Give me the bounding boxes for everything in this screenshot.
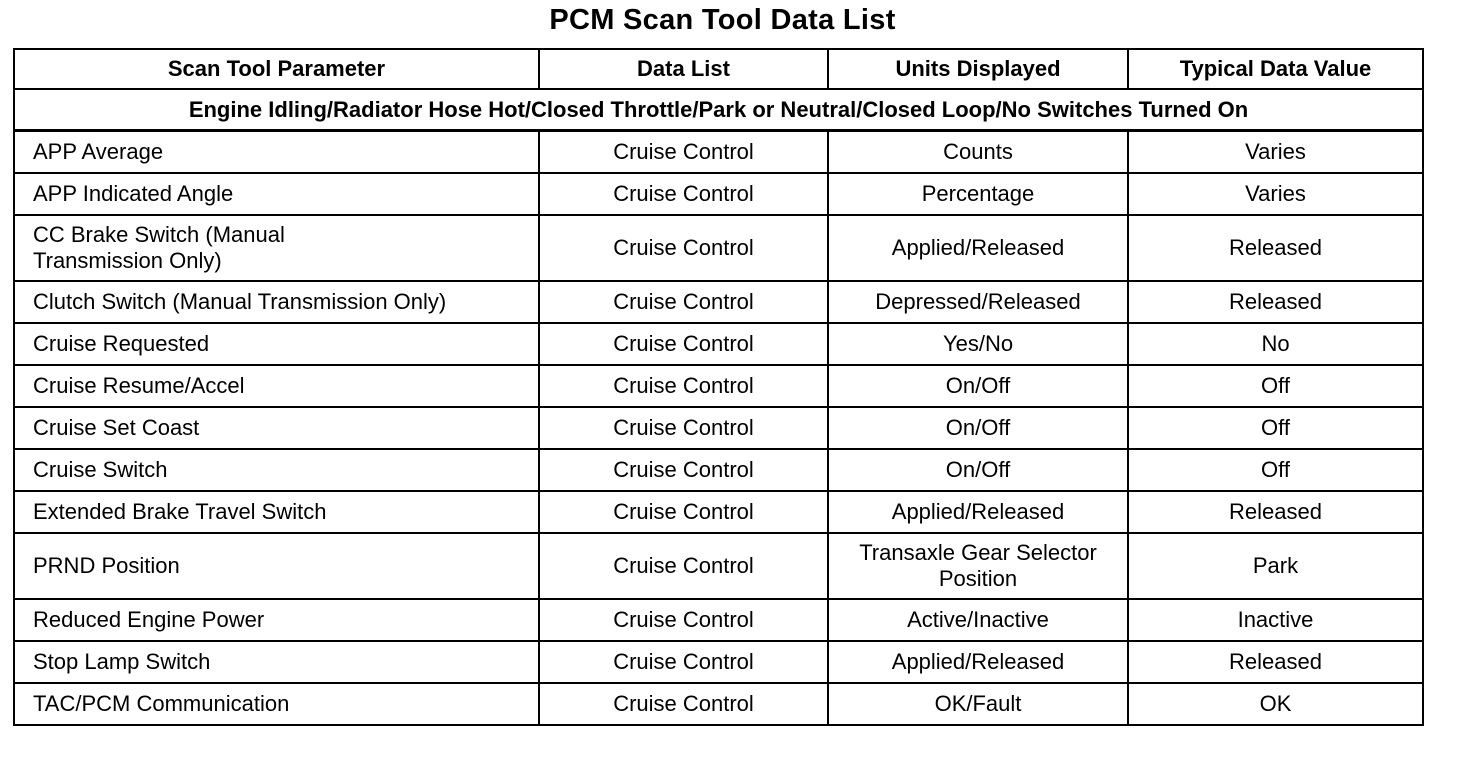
- cell-typical-value: Park: [1128, 533, 1423, 599]
- cell-data-list: Cruise Control: [539, 683, 828, 725]
- cell-data-list: Cruise Control: [539, 407, 828, 449]
- cell-typical-value: No: [1128, 323, 1423, 365]
- cell-parameter: Cruise Set Coast: [14, 407, 539, 449]
- cell-units: Transaxle Gear Selector Position: [828, 533, 1128, 599]
- cell-typical-value: Released: [1128, 215, 1423, 281]
- cell-typical-value: Released: [1128, 281, 1423, 323]
- table-header-row: [14, 49, 1423, 89]
- table-row: [14, 173, 1423, 215]
- table-row: [14, 683, 1423, 725]
- table-row: [14, 365, 1423, 407]
- cell-data-list: Cruise Control: [539, 533, 828, 599]
- cell-data-list: Cruise Control: [539, 491, 828, 533]
- cell-parameter: Cruise Resume/Accel: [14, 365, 539, 407]
- cell-data-list: Cruise Control: [539, 365, 828, 407]
- scan-tool-data-table: [13, 48, 1424, 726]
- table-row: [14, 641, 1423, 683]
- cell-typical-value: OK: [1128, 683, 1423, 725]
- cell-parameter: APP Indicated Angle: [14, 173, 539, 215]
- table-row: [14, 407, 1423, 449]
- cell-parameter: PRND Position: [14, 533, 539, 599]
- cell-typical-value: Released: [1128, 641, 1423, 683]
- table-row: [14, 533, 1423, 599]
- cell-units: OK/Fault: [828, 683, 1128, 725]
- cell-parameter: Extended Brake Travel Switch: [14, 491, 539, 533]
- cell-typical-value: Off: [1128, 365, 1423, 407]
- cell-parameter: Reduced Engine Power: [14, 599, 539, 641]
- cell-data-list: Cruise Control: [539, 173, 828, 215]
- cell-data-list: Cruise Control: [539, 449, 828, 491]
- cell-data-list: Cruise Control: [539, 323, 828, 365]
- cell-typical-value: Off: [1128, 407, 1423, 449]
- section-heading-row: [14, 89, 1423, 131]
- cell-data-list: Cruise Control: [539, 599, 828, 641]
- table-row: [14, 281, 1423, 323]
- table-row: [14, 215, 1423, 281]
- cell-parameter: TAC/PCM Communication: [14, 683, 539, 725]
- column-header-parameter: Scan Tool Parameter: [14, 49, 539, 89]
- section-heading: Engine Idling/Radiator Hose Hot/Closed Throttle/Park or Neutral/Closed Loop/No Switches Turned On: [14, 89, 1423, 131]
- cell-parameter: Stop Lamp Switch: [14, 641, 539, 683]
- column-header-data-list: Data List: [539, 49, 828, 89]
- column-header-typical-value: Typical Data Value: [1128, 49, 1423, 89]
- cell-data-list: Cruise Control: [539, 131, 828, 174]
- table-row: [14, 323, 1423, 365]
- cell-units: Depressed/Released: [828, 281, 1128, 323]
- cell-typical-value: Off: [1128, 449, 1423, 491]
- cell-parameter: CC Brake Switch (Manual Transmission Only): [14, 215, 539, 281]
- cell-typical-value: Inactive: [1128, 599, 1423, 641]
- page-title: PCM Scan Tool Data List: [549, 4, 896, 36]
- cell-units: Applied/Released: [828, 641, 1128, 683]
- table-row: [14, 599, 1423, 641]
- cell-typical-value: Released: [1128, 491, 1423, 533]
- cell-units: Applied/Released: [828, 491, 1128, 533]
- cell-units: On/Off: [828, 365, 1128, 407]
- cell-units: Percentage: [828, 173, 1128, 215]
- cell-units: Yes/No: [828, 323, 1128, 365]
- cell-parameter: Clutch Switch (Manual Transmission Only): [14, 281, 539, 323]
- cell-typical-value: Varies: [1128, 131, 1423, 174]
- table-row: [14, 131, 1423, 174]
- cell-typical-value: Varies: [1128, 173, 1423, 215]
- column-header-units: Units Displayed: [828, 49, 1128, 89]
- cell-parameter: APP Average: [14, 131, 539, 174]
- cell-data-list: Cruise Control: [539, 641, 828, 683]
- cell-units: Counts: [828, 131, 1128, 174]
- cell-data-list: Cruise Control: [539, 215, 828, 281]
- cell-units: On/Off: [828, 407, 1128, 449]
- cell-data-list: Cruise Control: [539, 281, 828, 323]
- table-row: [14, 449, 1423, 491]
- cell-parameter: Cruise Switch: [14, 449, 539, 491]
- cell-units: On/Off: [828, 449, 1128, 491]
- cell-parameter: Cruise Requested: [14, 323, 539, 365]
- cell-units: Active/Inactive: [828, 599, 1128, 641]
- cell-units: Applied/Released: [828, 215, 1128, 281]
- table-row: [14, 491, 1423, 533]
